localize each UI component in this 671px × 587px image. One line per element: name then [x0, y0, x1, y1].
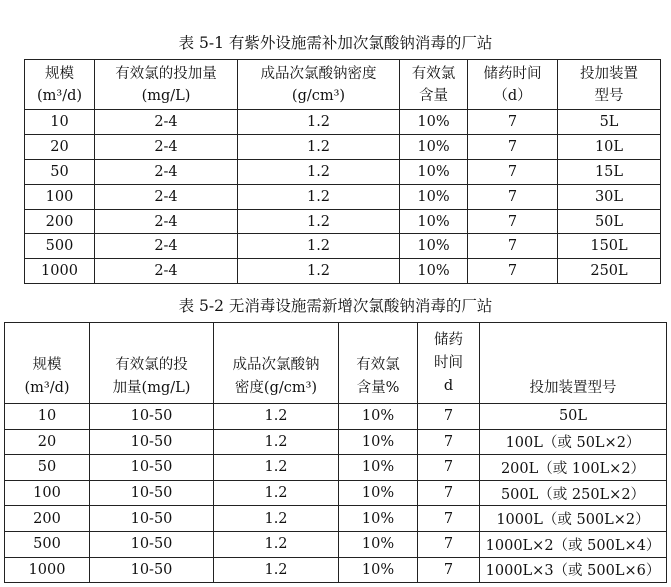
cell-density: 1.2	[238, 259, 400, 284]
cell-scale: 10	[25, 110, 95, 135]
cell-scale: 50	[25, 159, 95, 184]
cell-dosage: 10-50	[90, 404, 214, 430]
table-row	[5, 557, 667, 583]
cell-scale: 100	[5, 480, 90, 506]
cell-density: 1.2	[214, 480, 339, 506]
cell-scale: 20	[25, 134, 95, 159]
cell-scale: 10	[5, 404, 90, 430]
cell-storage-time: 7	[468, 110, 558, 135]
table-row	[5, 531, 667, 557]
cell-density: 1.2	[238, 184, 400, 209]
cell-density: 1.2	[238, 159, 400, 184]
table-row	[25, 259, 661, 284]
table2-header-dosage: 有效氯的投 加量(mg/L)	[90, 323, 214, 404]
table-row	[25, 184, 661, 209]
cell-device-model: 50L	[480, 404, 667, 430]
cell-scale: 1000	[5, 557, 90, 583]
cell-storage-time: 7	[468, 134, 558, 159]
table1	[24, 59, 661, 284]
cell-density: 1.2	[238, 234, 400, 259]
cell-dosage: 10-50	[90, 557, 214, 583]
cell-content: 10%	[400, 110, 468, 135]
cell-density: 1.2	[214, 455, 339, 481]
cell-density: 1.2	[238, 110, 400, 135]
cell-storage-time: 7	[468, 209, 558, 234]
cell-scale: 500	[25, 234, 95, 259]
cell-device-model: 250L	[558, 259, 661, 284]
cell-content: 10%	[400, 134, 468, 159]
cell-device-model: 100L（或 50L×2）	[480, 429, 667, 455]
table-row	[25, 159, 661, 184]
cell-scale: 20	[5, 429, 90, 455]
cell-content: 10%	[400, 234, 468, 259]
cell-device-model: 200L（或 100L×2）	[480, 455, 667, 481]
cell-dosage: 2-4	[95, 234, 238, 259]
cell-scale: 200	[5, 506, 90, 532]
table-row	[25, 110, 661, 135]
table-row	[5, 404, 667, 430]
table-row	[5, 429, 667, 455]
table1-header-dosage: 有效氯的投加量 (mg/L)	[95, 60, 238, 110]
cell-device-model: 10L	[558, 134, 661, 159]
cell-storage-time: 7	[418, 480, 480, 506]
table1-header-density: 成品次氯酸钠密度 (g/cm³)	[238, 60, 400, 110]
cell-dosage: 10-50	[90, 480, 214, 506]
cell-content: 10%	[400, 159, 468, 184]
cell-device-model: 15L	[558, 159, 661, 184]
table2-body	[5, 404, 667, 583]
cell-content: 10%	[400, 184, 468, 209]
cell-scale: 50	[5, 455, 90, 481]
cell-content: 10%	[339, 404, 418, 430]
table1-header-row	[25, 60, 661, 110]
cell-scale: 100	[25, 184, 95, 209]
table1-header-content: 有效氯 含量	[400, 60, 468, 110]
cell-device-model: 1000L×3（或 500L×6）	[480, 557, 667, 583]
cell-device-model: 1000L（或 500L×2）	[480, 506, 667, 532]
table1-header	[25, 60, 661, 110]
table2-header-density: 成品次氯酸钠 密度(g/cm³)	[214, 323, 339, 404]
cell-storage-time: 7	[418, 404, 480, 430]
table1-header-scale: 规模 (m³/d)	[25, 60, 95, 110]
cell-dosage: 2-4	[95, 184, 238, 209]
cell-content: 10%	[339, 455, 418, 481]
cell-density: 1.2	[214, 531, 339, 557]
table2-header-scale: 规模 (m³/d)	[5, 323, 90, 404]
cell-storage-time: 7	[418, 429, 480, 455]
cell-dosage: 10-50	[90, 506, 214, 532]
cell-density: 1.2	[214, 429, 339, 455]
cell-storage-time: 7	[418, 557, 480, 583]
cell-storage-time: 7	[468, 259, 558, 284]
table1-caption: 表 5-1 有紫外设施需补加次氯酸钠消毒的厂站	[178, 34, 493, 52]
cell-content: 10%	[339, 480, 418, 506]
cell-device-model: 50L	[558, 209, 661, 234]
cell-content: 10%	[400, 259, 468, 284]
table-row	[25, 209, 661, 234]
table1-header-device-model: 投加装置 型号	[558, 60, 661, 110]
cell-dosage: 2-4	[95, 134, 238, 159]
cell-dosage: 2-4	[95, 110, 238, 135]
table-row	[25, 134, 661, 159]
cell-device-model: 150L	[558, 234, 661, 259]
cell-content: 10%	[339, 429, 418, 455]
cell-scale: 200	[25, 209, 95, 234]
cell-density: 1.2	[214, 557, 339, 583]
cell-dosage: 2-4	[95, 259, 238, 284]
cell-device-model: 5L	[558, 110, 661, 135]
table2-header-device-model: 投加装置型号	[480, 323, 667, 404]
cell-density: 1.2	[238, 209, 400, 234]
cell-dosage: 2-4	[95, 159, 238, 184]
table2-header-storage-time: 储药 时间 d	[418, 323, 480, 404]
table2-header-content: 有效氯 含量%	[339, 323, 418, 404]
table-row	[25, 234, 661, 259]
cell-storage-time: 7	[418, 531, 480, 557]
cell-storage-time: 7	[418, 506, 480, 532]
cell-density: 1.2	[214, 506, 339, 532]
cell-storage-time: 7	[418, 455, 480, 481]
cell-storage-time: 7	[468, 234, 558, 259]
cell-content: 10%	[400, 209, 468, 234]
cell-density: 1.2	[238, 134, 400, 159]
table2-caption: 表 5-2 无消毒设施需新增次氯酸钠消毒的厂站	[178, 297, 493, 315]
cell-content: 10%	[339, 506, 418, 532]
cell-scale: 500	[5, 531, 90, 557]
table2-header-row	[5, 323, 667, 404]
cell-device-model: 1000L×2（或 500L×4）	[480, 531, 667, 557]
table2-header	[5, 323, 667, 404]
cell-dosage: 2-4	[95, 209, 238, 234]
cell-content: 10%	[339, 557, 418, 583]
cell-storage-time: 7	[468, 184, 558, 209]
table2	[4, 322, 667, 583]
table-row	[5, 455, 667, 481]
table-row	[5, 480, 667, 506]
cell-scale: 1000	[25, 259, 95, 284]
cell-density: 1.2	[214, 404, 339, 430]
cell-device-model: 30L	[558, 184, 661, 209]
cell-dosage: 10-50	[90, 531, 214, 557]
table-row	[5, 506, 667, 532]
table1-header-storage-time: 储药时间 （d）	[468, 60, 558, 110]
cell-dosage: 10-50	[90, 455, 214, 481]
cell-storage-time: 7	[468, 159, 558, 184]
table1-body	[25, 110, 661, 284]
cell-device-model: 500L（或 250L×2）	[480, 480, 667, 506]
cell-content: 10%	[339, 531, 418, 557]
cell-dosage: 10-50	[90, 429, 214, 455]
